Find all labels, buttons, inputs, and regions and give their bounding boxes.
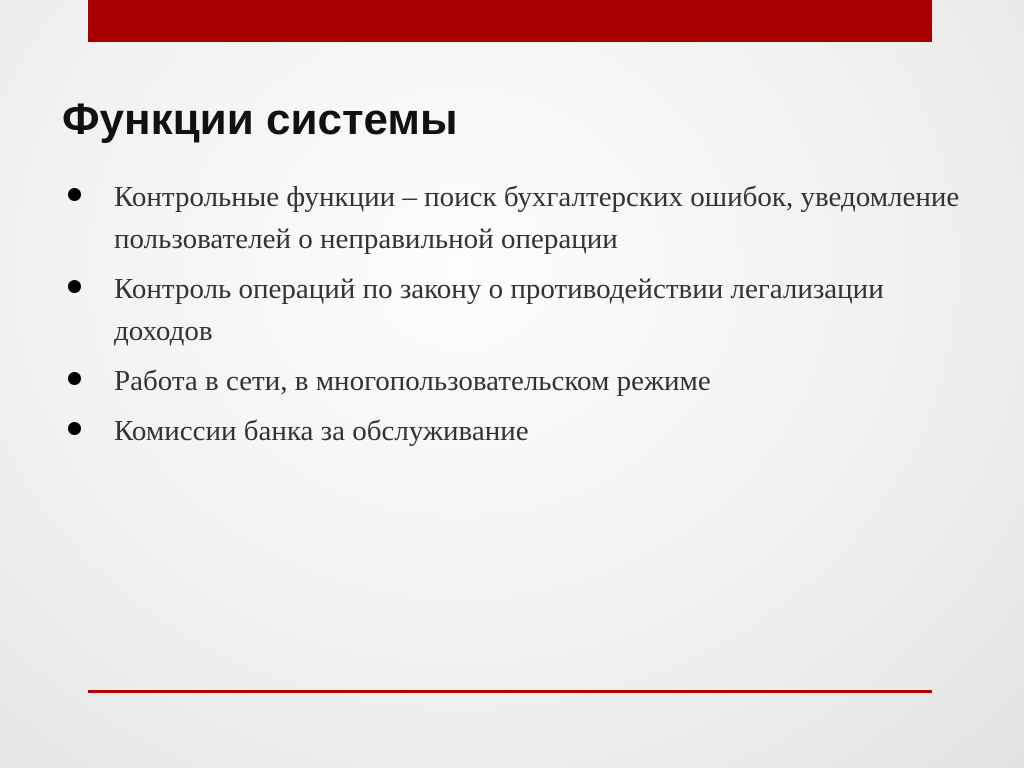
bullet-icon — [68, 422, 81, 435]
slide-title: Функции системы — [62, 95, 458, 144]
list-item — [64, 360, 964, 402]
bullet-text: Комиссии банка за обслуживание — [114, 415, 529, 447]
list-item — [64, 410, 964, 452]
list-item — [64, 176, 964, 260]
bullet-list — [64, 176, 964, 460]
bullet-text: Контроль операций по закону о противодействии легализации доходов — [114, 273, 884, 347]
bottom-divider — [88, 690, 932, 693]
top-accent-bar — [88, 0, 932, 42]
bullet-icon — [68, 280, 81, 293]
bullet-text: Контрольные функции – поиск бухгалтерских ошибок, уведомление пользователей о неправильной операции — [114, 181, 960, 255]
list-item — [64, 268, 964, 352]
bullet-icon — [68, 372, 81, 385]
bullet-text: Работа в сети, в многопользовательском режиме — [114, 365, 711, 397]
bullet-icon — [68, 188, 81, 201]
